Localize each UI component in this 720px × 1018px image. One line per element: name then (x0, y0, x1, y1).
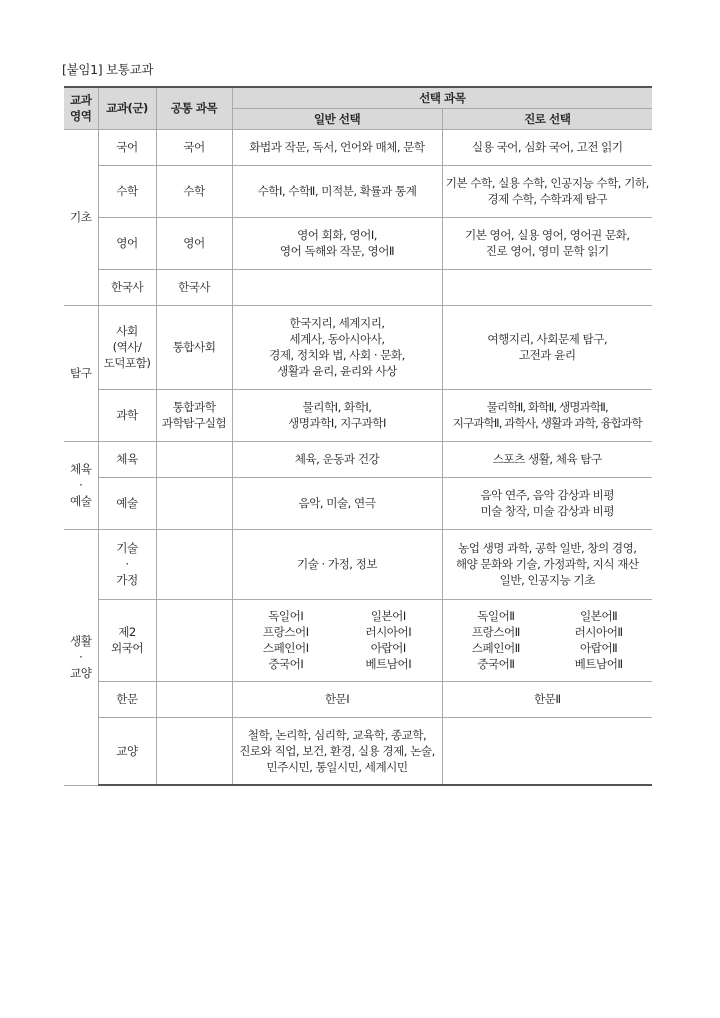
career-cell: 스포츠 생활, 체육 탐구 (442, 441, 652, 477)
table-row (64, 477, 652, 529)
common-cell (156, 529, 232, 599)
group-cell: 사회 (역사/ 도덕포함) (98, 305, 156, 389)
area-pe-arts: 체육 · 예술 (64, 441, 98, 529)
common-cell (156, 681, 232, 717)
common-cell: 수학 (156, 165, 232, 217)
general-cell: 한문Ⅰ (232, 681, 442, 717)
general-cell: 화법과 작문, 독서, 언어와 매체, 문학 (232, 129, 442, 165)
career-cell (442, 717, 652, 785)
common-cell: 한국사 (156, 269, 232, 305)
area-basic: 기초 (64, 129, 98, 305)
career-languages-left: 독일어Ⅱ 프랑스어Ⅱ 스페인어Ⅱ 중국어Ⅱ (471, 609, 520, 671)
general-cell: 한국지리, 세계지리, 세계사, 동아시아사, 경제, 정치와 법, 사회 · 문화, 생활과 윤리, 윤리와 사상 (232, 305, 442, 389)
career-cell (442, 269, 652, 305)
group-cell: 교양 (98, 717, 156, 785)
general-cell (232, 269, 442, 305)
table-row (64, 389, 652, 441)
career-cell: 음악 연주, 음악 감상과 비평 미술 창작, 미술 감상과 비평 (442, 477, 652, 529)
general-cell: 체육, 운동과 건강 (232, 441, 442, 477)
general-cell: 영어 회화, 영어Ⅰ, 영어 독해와 작문, 영어Ⅱ (232, 217, 442, 269)
table-row (64, 681, 652, 717)
group-cell: 한문 (98, 681, 156, 717)
page-caption: [붙임1] 보통교과 (62, 62, 154, 77)
area-life: 생활 · 교양 (64, 529, 98, 785)
career-cell: 여행지리, 사회문제 탐구, 고전과 윤리 (442, 305, 652, 389)
table-row (64, 269, 652, 305)
career-cell (442, 599, 652, 681)
career-cell: 한문Ⅱ (442, 681, 652, 717)
header-area: 교과 영역 (64, 87, 98, 129)
table-row (64, 441, 652, 477)
table-row (64, 129, 652, 165)
career-cell: 실용 국어, 심화 국어, 고전 읽기 (442, 129, 652, 165)
header-group: 교과(군) (98, 87, 156, 129)
header-career: 진로 선택 (442, 108, 652, 129)
general-languages-right: 일본어Ⅰ 러시아어Ⅰ 아랍어Ⅰ 베트남어Ⅰ (365, 609, 412, 671)
group-cell: 체육 (98, 441, 156, 477)
common-cell (156, 717, 232, 785)
group-cell: 영어 (98, 217, 156, 269)
career-cell: 기본 영어, 실용 영어, 영어권 문화, 진로 영어, 영미 문학 읽기 (442, 217, 652, 269)
general-cell: 음악, 미술, 연극 (232, 477, 442, 529)
group-cell: 제2 외국어 (98, 599, 156, 681)
common-cell: 영어 (156, 217, 232, 269)
table-row (64, 305, 652, 389)
header-common: 공통 과목 (156, 87, 232, 129)
table-row (64, 217, 652, 269)
header-elective: 선택 과목 (232, 87, 652, 108)
table-row (64, 165, 652, 217)
group-cell: 국어 (98, 129, 156, 165)
group-cell: 예술 (98, 477, 156, 529)
common-cell: 국어 (156, 129, 232, 165)
career-cell: 기본 수학, 실용 수학, 인공지능 수학, 기하, 경제 수학, 수학과제 탐구 (442, 165, 652, 217)
group-cell: 과학 (98, 389, 156, 441)
career-cell: 농업 생명 과학, 공학 일반, 창의 경영, 해양 문화와 기술, 가정과학, 지식 재산 일반, 인공지능 기초 (442, 529, 652, 599)
general-cell: 기술 · 가정, 정보 (232, 529, 442, 599)
general-languages-left: 독일어Ⅰ 프랑스어Ⅰ 스페인어Ⅰ 중국어Ⅰ (262, 609, 309, 671)
general-cell: 수학Ⅰ, 수학Ⅱ, 미적분, 확률과 통계 (232, 165, 442, 217)
group-cell: 기술 · 가정 (98, 529, 156, 599)
common-cell (156, 477, 232, 529)
header-general: 일반 선택 (232, 108, 442, 129)
area-inquiry: 탐구 (64, 305, 98, 441)
common-cell (156, 441, 232, 477)
group-cell: 수학 (98, 165, 156, 217)
general-cell: 철학, 논리학, 심리학, 교육학, 종교학, 진로와 직업, 보건, 환경, 실용 경제, 논술, 민주시민, 통일시민, 세계시민 (232, 717, 442, 785)
table-row (64, 599, 652, 681)
general-cell (232, 599, 442, 681)
common-cell (156, 599, 232, 681)
general-cell: 물리학Ⅰ, 화학Ⅰ, 생명과학Ⅰ, 지구과학Ⅰ (232, 389, 442, 441)
table-row (64, 529, 652, 599)
group-cell: 한국사 (98, 269, 156, 305)
career-cell: 물리학Ⅱ, 화학Ⅱ, 생명과학Ⅱ, 지구과학Ⅱ, 과학사, 생활과 과학, 융합과학 (442, 389, 652, 441)
common-cell: 통합사회 (156, 305, 232, 389)
table-row (64, 717, 652, 785)
career-languages-right: 일본어Ⅱ 러시아어Ⅱ 아랍어Ⅱ 베트남어Ⅱ (574, 609, 623, 671)
curriculum-table (64, 86, 652, 786)
common-cell: 통합과학 과학탐구실험 (156, 389, 232, 441)
